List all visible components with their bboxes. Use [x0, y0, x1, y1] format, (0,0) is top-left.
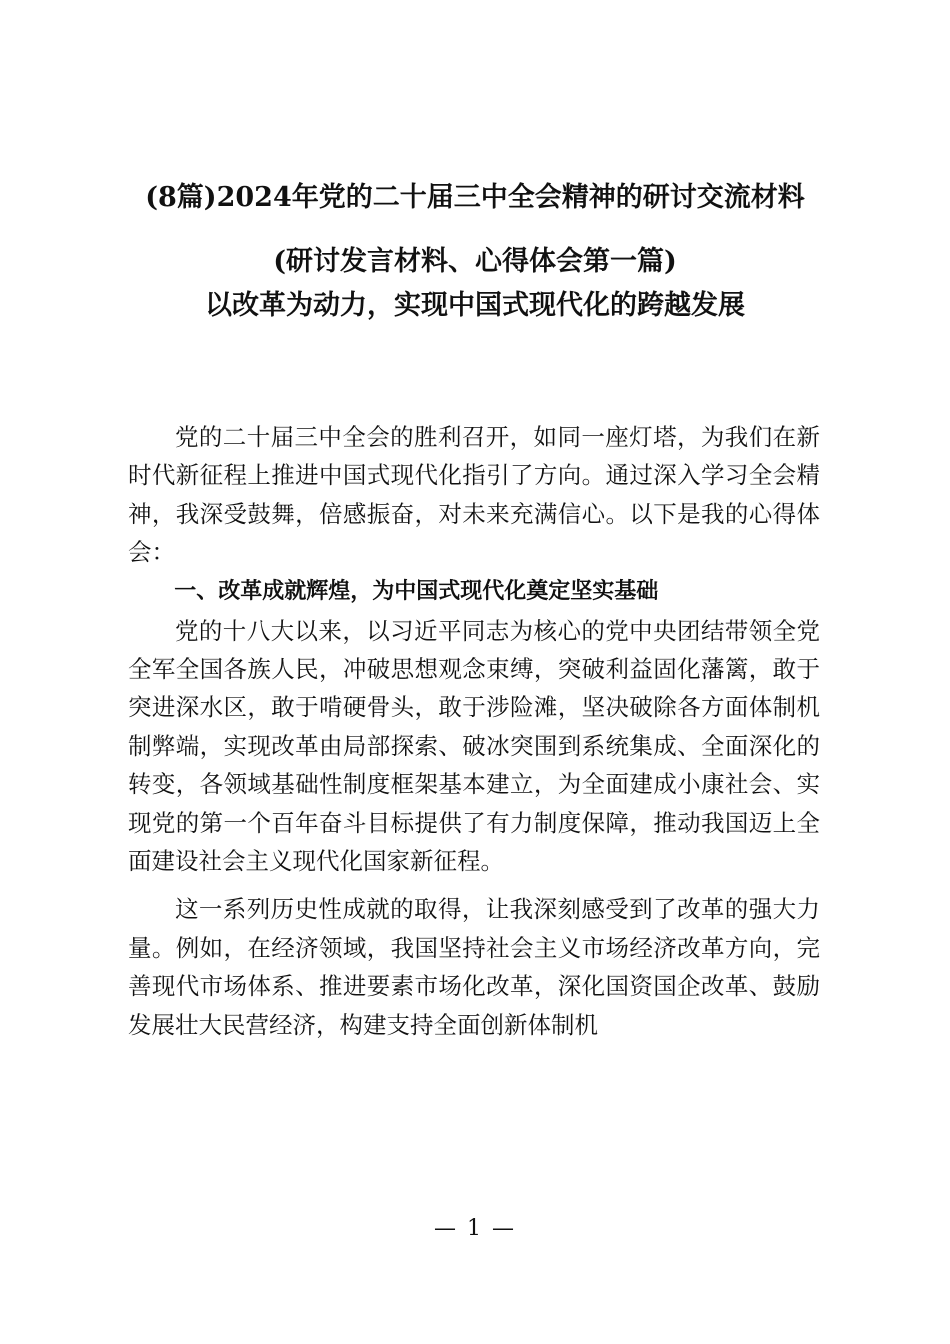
document-subtitle-note: (研讨发言材料、心得体会第一篇) — [273, 246, 677, 277]
document-title: (8篇)2024年党的二十届三中全会精神的研讨交流材料 — [145, 182, 805, 213]
document-body — [128, 418, 820, 1044]
paragraph-reform-achievements: 党的十八大以来，以习近平同志为核心的党中央团结带领全党全军全国各族人民，冲破思想观念束缚，突破利益固化藩篱，敢于突进深水区，敢于啃硬骨头，敢于涉险滩，坚决破除各方面体制机制弊端，实现改革由局部探索、破冰突围到系统集成、全面深化的转变，各领域基础性制度框架基本建立，为全面建成小康社会、实现党的第一个百年奋斗目标提供了有力制度保障，推动我国迈上全面建设社会主义现代化国家新征程。 — [128, 616, 820, 876]
section-heading: 一、改革成就辉煌，为中国式现代化奠定坚实基础 — [174, 578, 659, 604]
page-number: — 1 — — [434, 1216, 516, 1241]
paragraph-intro: 党的二十届三中全会的胜利召开，如同一座灯塔，为我们在新时代新征程上推进中国式现代化指引了方向。通过深入学习全会精神，我深受鼓舞，倍感振奋，对未来充满信心。以下是我的心得体会： — [128, 423, 820, 567]
paragraph-reform-power: 这一系列历史性成就的取得，让我深刻感受到了改革的强大力量。例如，在经济领域，我国坚持社会主义市场经济改革方向，完善现代市场体系、推进要素市场化改革，深化国资国企改革、鼓励发展壮大民营经济，构建支持全面创新体制机 — [128, 895, 820, 1039]
document-subtitle: 以改革为动力，实现中国式现代化的跨越发展 — [205, 290, 745, 321]
